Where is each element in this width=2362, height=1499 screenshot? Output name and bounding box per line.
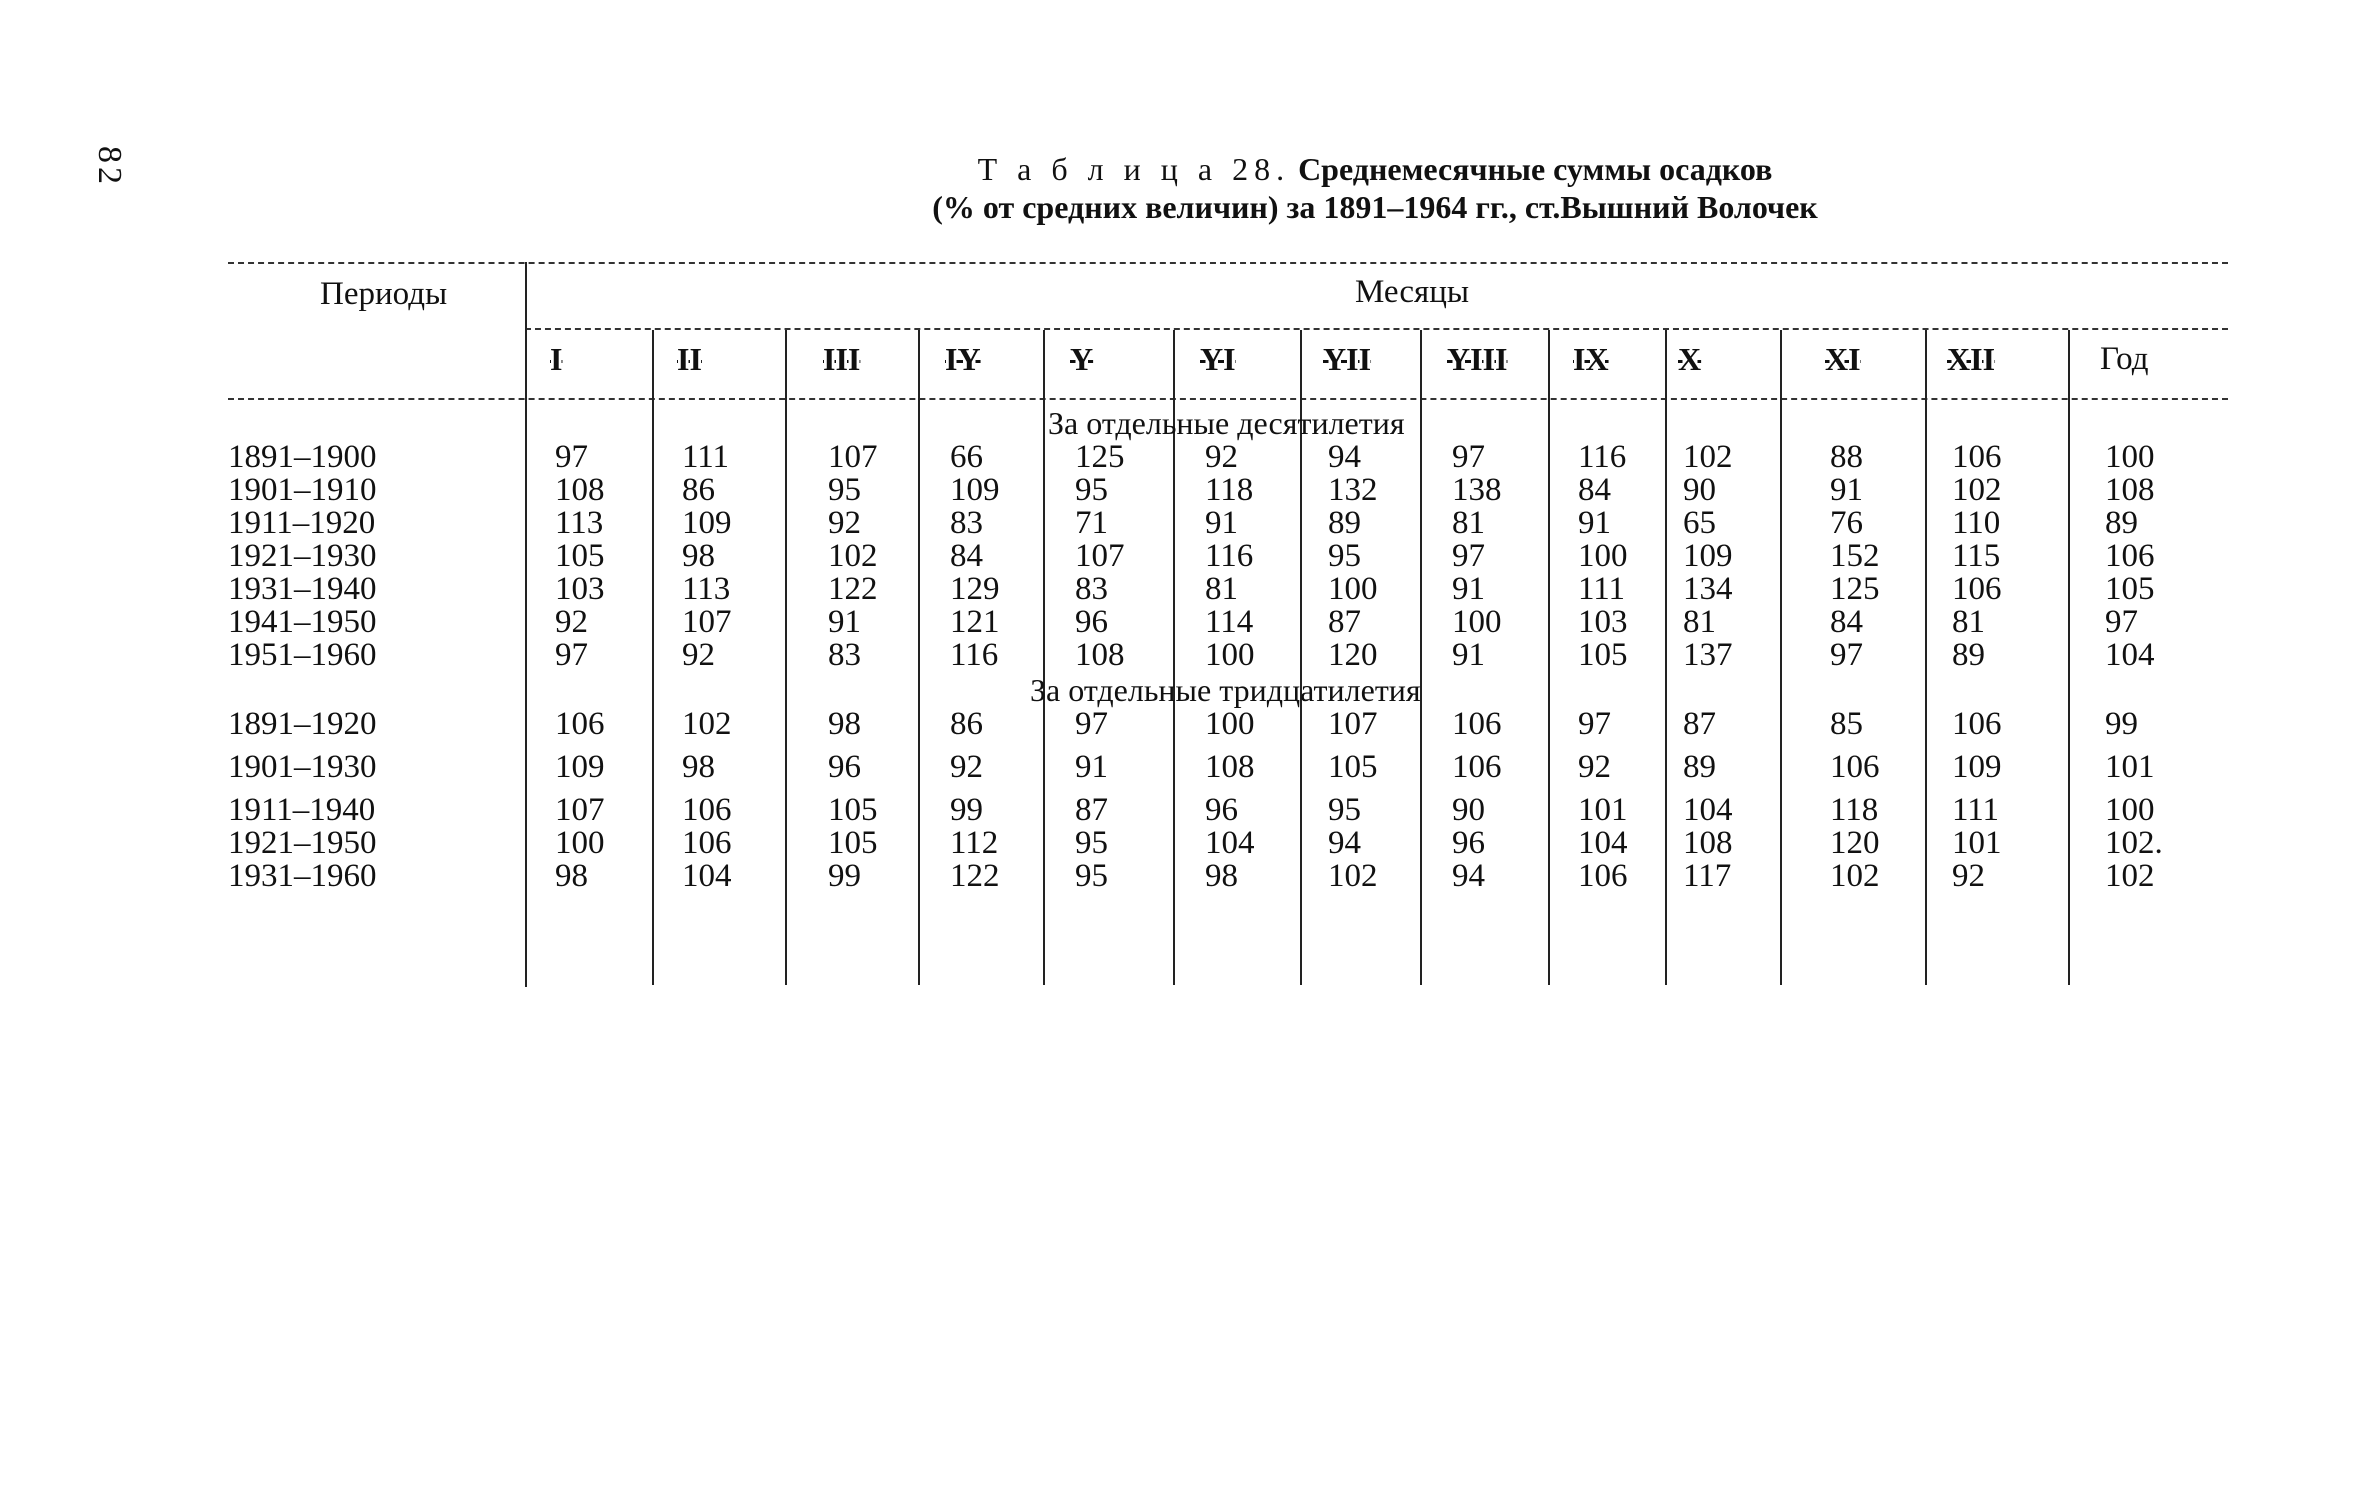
table-cell: 84 <box>1578 472 1611 508</box>
section-label-2: За отдельные тридцатилетия <box>1030 672 1421 708</box>
table-cell: 114 <box>1205 604 1254 640</box>
table-cell: 81 <box>1452 505 1485 541</box>
table-cell: 108 <box>1075 637 1125 673</box>
table-cell: 102 <box>828 538 878 574</box>
table-cell: 104 <box>682 858 732 894</box>
table-cell: 118 <box>1830 792 1879 828</box>
table-cell: 109 <box>555 749 605 785</box>
table-cell: 113 <box>555 505 604 541</box>
table-cell: 95 <box>828 472 861 508</box>
column-header-1: I <box>550 341 563 377</box>
vline-col-11 <box>1925 330 1927 985</box>
table-label: Т а б л и ц а 28. <box>977 151 1291 187</box>
table-cell: 110 <box>1952 505 2001 541</box>
table-cell: 92 <box>1952 858 1985 894</box>
table-cell: 101 <box>1952 825 2002 861</box>
table-cell: 76 <box>1830 505 1863 541</box>
table-cell: 107 <box>682 604 732 640</box>
rule-header-bottom <box>228 398 2228 400</box>
table-cell: 109 <box>682 505 732 541</box>
table-cell: 84 <box>1830 604 1863 640</box>
table-cell: 90 <box>1452 792 1485 828</box>
column-header-2: II <box>677 341 702 377</box>
table-cell: 100 <box>1328 571 1378 607</box>
table-cell: 91 <box>1452 571 1485 607</box>
table-cell: 84 <box>950 538 983 574</box>
table-cell: 104 <box>1578 825 1628 861</box>
table-cell: 96 <box>828 749 861 785</box>
table-cell: 87 <box>1075 792 1108 828</box>
column-header-6: YI <box>1200 341 1236 377</box>
table-cell: 66 <box>950 439 983 475</box>
table-cell: 111 <box>682 439 730 475</box>
table-cell: 104 <box>2105 637 2155 673</box>
table-cell: 106 <box>1952 571 2002 607</box>
vline-col-2 <box>785 330 787 985</box>
table-cell: 116 <box>1205 538 1254 574</box>
table-cell: 95 <box>1328 538 1361 574</box>
table-cell: 106 <box>555 706 605 742</box>
table-cell: 99 <box>2105 706 2138 742</box>
table-cell: 100 <box>2105 792 2155 828</box>
table-cell: 92 <box>950 749 983 785</box>
column-header-10: X <box>1678 341 1702 377</box>
table-cell: 109 <box>950 472 1000 508</box>
period-label: 1951–1960 <box>228 637 377 673</box>
table-cell: 102 <box>1830 858 1880 894</box>
table-cell: 92 <box>555 604 588 640</box>
table-cell: 83 <box>828 637 861 673</box>
table-cell: 105 <box>1328 749 1378 785</box>
table-cell: 107 <box>555 792 605 828</box>
table-cell: 105 <box>2105 571 2155 607</box>
table-cell: 100 <box>555 825 605 861</box>
table-cell: 71 <box>1075 505 1108 541</box>
table-cell: 83 <box>1075 571 1108 607</box>
table-cell: 120 <box>1328 637 1378 673</box>
table-cell: 104 <box>1205 825 1255 861</box>
table-cell: 115 <box>1952 538 2001 574</box>
table-cell: 94 <box>1328 439 1361 475</box>
column-header-9: IX <box>1573 341 1609 377</box>
table-cell: 91 <box>1075 749 1108 785</box>
vline-col-7 <box>1420 330 1422 985</box>
table-cell: 97 <box>1075 706 1108 742</box>
table-cell: 97 <box>1452 439 1485 475</box>
table-cell: 89 <box>1328 505 1361 541</box>
table-cell: 116 <box>1578 439 1627 475</box>
table-cell: 108 <box>2105 472 2155 508</box>
table-cell: 102 <box>1952 472 2002 508</box>
table-cell: 65 <box>1683 505 1716 541</box>
table-cell: 105 <box>1578 637 1628 673</box>
table-cell: 81 <box>1205 571 1238 607</box>
table-cell: 109 <box>1952 749 2002 785</box>
table-cell: 96 <box>1452 825 1485 861</box>
months-header: Месяцы <box>1355 274 1470 310</box>
table-cell: 96 <box>1075 604 1108 640</box>
table-cell: 95 <box>1075 858 1108 894</box>
table-cell: 98 <box>682 749 715 785</box>
table-cell: 105 <box>828 792 878 828</box>
table-cell: 106 <box>1952 706 2002 742</box>
table-cell: 91 <box>1578 505 1611 541</box>
period-label: 1931–1940 <box>228 571 377 607</box>
table-cell: 89 <box>2105 505 2138 541</box>
period-label: 1891–1900 <box>228 439 377 475</box>
table-cell: 87 <box>1683 706 1716 742</box>
table-cell: 95 <box>1328 792 1361 828</box>
table-cell: 98 <box>1205 858 1238 894</box>
table-cell: 91 <box>1205 505 1238 541</box>
table-cell: 117 <box>1683 858 1732 894</box>
table-cell: 98 <box>828 706 861 742</box>
table-cell: 97 <box>555 637 588 673</box>
column-header-13: Год <box>2100 341 2149 377</box>
table-cell: 106 <box>1452 749 1502 785</box>
table-cell: 91 <box>1452 637 1485 673</box>
table-cell: 102 <box>1683 439 1733 475</box>
column-header-12: XII <box>1947 341 1996 377</box>
table-cell: 111 <box>1578 571 1626 607</box>
page-number: 82 <box>91 146 128 188</box>
table-cell: 91 <box>1830 472 1863 508</box>
table-cell: 92 <box>682 637 715 673</box>
table-cell: 81 <box>1683 604 1716 640</box>
table-cell: 97 <box>1578 706 1611 742</box>
table-cell: 98 <box>555 858 588 894</box>
table-cell: 95 <box>1075 472 1108 508</box>
table-cell: 100 <box>1205 637 1255 673</box>
period-label: 1911–1940 <box>228 792 376 828</box>
table-cell: 104 <box>1683 792 1733 828</box>
vline-col-8 <box>1548 330 1550 985</box>
column-header-4: IY <box>945 341 981 377</box>
table-cell: 91 <box>828 604 861 640</box>
table-cell: 105 <box>828 825 878 861</box>
title-line-2: (% от средних величин) за 1891–1964 гг., ст.Вышний Волочек <box>932 189 1818 225</box>
table-cell: 121 <box>950 604 1000 640</box>
table-cell: 100 <box>1578 538 1628 574</box>
vline-col-10 <box>1780 330 1782 985</box>
vline-col-4 <box>1043 330 1045 985</box>
title-main: Среднемесячные суммы осадков <box>1298 151 1773 187</box>
table-cell: 107 <box>1075 538 1125 574</box>
column-header-8: YIII <box>1447 341 1508 377</box>
table-cell: 100 <box>2105 439 2155 475</box>
table-cell: 86 <box>950 706 983 742</box>
table-cell: 108 <box>1205 749 1255 785</box>
table-cell: 98 <box>682 538 715 574</box>
table-cell: 106 <box>1952 439 2002 475</box>
table-cell: 96 <box>1205 792 1238 828</box>
period-label: 1931–1960 <box>228 858 377 894</box>
table-cell: 92 <box>1578 749 1611 785</box>
column-header-7: YII <box>1323 341 1372 377</box>
table-cell: 108 <box>1683 825 1733 861</box>
table-cell: 103 <box>1578 604 1628 640</box>
table-cell: 106 <box>682 825 732 861</box>
period-label: 1891–1920 <box>228 706 377 742</box>
table-cell: 94 <box>1328 825 1361 861</box>
table-cell: 138 <box>1452 472 1502 508</box>
vline-col-1 <box>652 330 654 985</box>
column-header-11: XI <box>1825 341 1861 377</box>
column-header-5: Y <box>1070 341 1094 377</box>
table-cell: 125 <box>1830 571 1880 607</box>
table-cell: 132 <box>1328 472 1378 508</box>
table-cell: 89 <box>1683 749 1716 785</box>
table-cell: 125 <box>1075 439 1125 475</box>
table-cell: 113 <box>682 571 731 607</box>
table-cell: 137 <box>1683 637 1733 673</box>
period-label: 1901–1910 <box>228 472 377 508</box>
table-cell: 118 <box>1205 472 1254 508</box>
table-cell: 106 <box>1452 706 1502 742</box>
table-cell: 116 <box>950 637 999 673</box>
table-cell: 101 <box>1578 792 1628 828</box>
vline-col-3 <box>918 330 920 985</box>
table-cell: 122 <box>950 858 1000 894</box>
period-label: 1911–1920 <box>228 505 376 541</box>
vline-col-12 <box>2068 330 2070 985</box>
table-cell: 99 <box>950 792 983 828</box>
table-cell: 86 <box>682 472 715 508</box>
table-cell: 102 <box>1328 858 1378 894</box>
table-cell: 88 <box>1830 439 1863 475</box>
table-cell: 83 <box>950 505 983 541</box>
table-cell: 152 <box>1830 538 1880 574</box>
period-label: 1921–1950 <box>228 825 377 861</box>
table-cell: 97 <box>555 439 588 475</box>
table-cell: 103 <box>555 571 605 607</box>
table-cell: 85 <box>1830 706 1863 742</box>
table-cell: 97 <box>1452 538 1485 574</box>
period-label: 1901–1930 <box>228 749 377 785</box>
table-cell: 106 <box>1830 749 1880 785</box>
table-cell: 105 <box>555 538 605 574</box>
rule-top <box>228 262 2228 264</box>
column-header-3: III <box>823 341 861 377</box>
table-cell: 97 <box>1830 637 1863 673</box>
table-cell: 87 <box>1328 604 1361 640</box>
table-cell: 109 <box>1683 538 1733 574</box>
period-label: 1921–1930 <box>228 538 377 574</box>
section-label-1: За отдельные десятилетия <box>1048 405 1405 441</box>
table-cell: 122 <box>828 571 878 607</box>
table-cell: 99 <box>828 858 861 894</box>
table-cell: 97 <box>2105 604 2138 640</box>
table-cell: 102 <box>2105 858 2155 894</box>
table-cell: 129 <box>950 571 1000 607</box>
periods-header: Периоды <box>320 276 448 312</box>
table-cell: 120 <box>1830 825 1880 861</box>
table-cell: 92 <box>828 505 861 541</box>
table-cell: 111 <box>1952 792 2000 828</box>
table-cell: 106 <box>2105 538 2155 574</box>
table-cell: 108 <box>555 472 605 508</box>
table-cell: 107 <box>828 439 878 475</box>
table-cell: 107 <box>1328 706 1378 742</box>
table-cell: 112 <box>950 825 999 861</box>
table-cell: 90 <box>1683 472 1716 508</box>
table-cell: 134 <box>1683 571 1733 607</box>
table-cell: 81 <box>1952 604 1985 640</box>
table-cell: 102. <box>2105 825 2163 861</box>
table-cell: 101 <box>2105 749 2155 785</box>
period-label: 1941–1950 <box>228 604 377 640</box>
table-cell: 94 <box>1452 858 1485 894</box>
table-cell: 106 <box>1578 858 1628 894</box>
table-cell: 92 <box>1205 439 1238 475</box>
vline-col-9 <box>1665 330 1667 985</box>
table-cell: 100 <box>1205 706 1255 742</box>
table-cell: 106 <box>682 792 732 828</box>
rule-months <box>525 328 2228 330</box>
table-cell: 89 <box>1952 637 1985 673</box>
table-cell: 102 <box>682 706 732 742</box>
table-cell: 100 <box>1452 604 1502 640</box>
vline-periods <box>525 262 527 987</box>
table-cell: 95 <box>1075 825 1108 861</box>
